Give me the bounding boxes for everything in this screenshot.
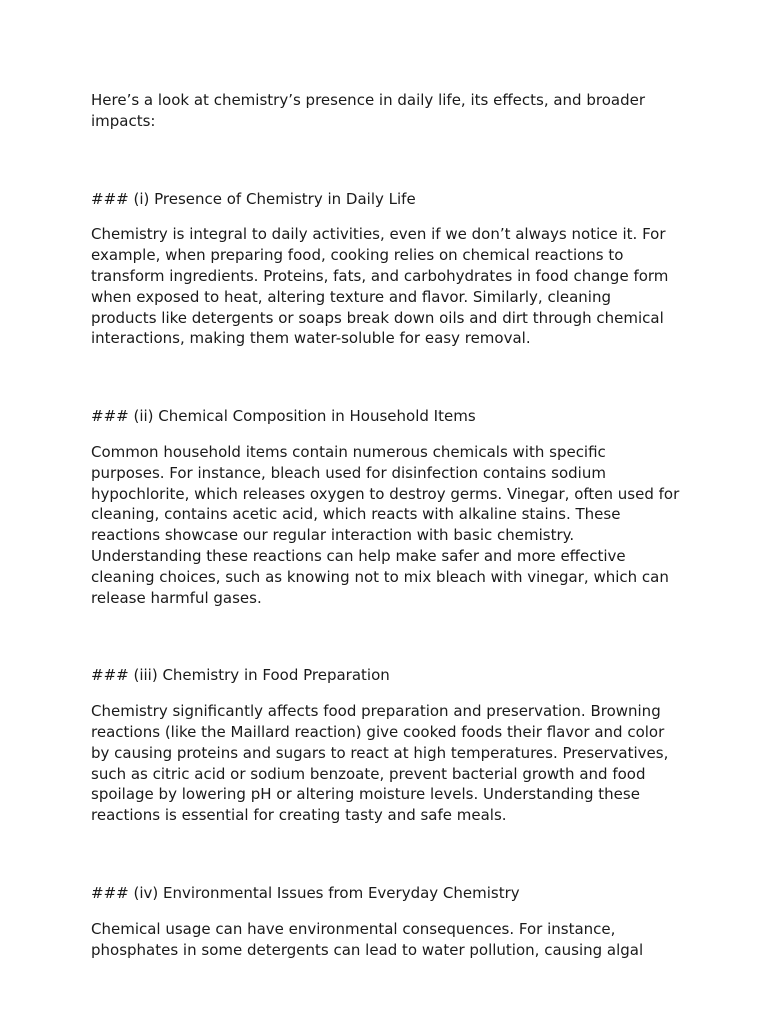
section-heading-4: ### (iv) Environmental Issues from Everyday Chemistry [91, 883, 520, 902]
section-body-3: Chemistry significantly affects food preparation and preservation. Browning reactions (like the Maillard reaction) give cooked foods their flavor and color by causing proteins and sugars to react at high temperatures. Preservatives, such as citric acid or sodium benzoate, prevent bacterial growth and food spoilage by lowering pH or altering moisture levels. Understanding these reactions is essential for creating tasty and safe meals. [91, 702, 669, 825]
document-page [91, 90, 681, 960]
section-heading-1: ### (i) Presence of Chemistry in Daily Life [91, 189, 416, 208]
intro-paragraph: Here’s a look at chemistry’s presence in daily life, its effects, and broader impacts: [91, 91, 645, 130]
section-body-2: Common household items contain numerous chemicals with specific purposes. For instance, bleach used for disinfection contains sodium hypochlorite, which releases oxygen to destroy germs. Vinegar, often used for cleaning, contains acetic acid, which reacts with alkaline stains. These reactions showcase our regular interaction with basic chemistry. Understanding these reactions can help make safer and more effective cleaning choices, such as knowing not to mix bleach with vinegar, which can release harmful gases. [91, 442, 680, 607]
section-heading-2: ### (ii) Chemical Composition in Household Items [91, 407, 476, 426]
section-body-4: Chemical usage can have environmental consequences. For instance, phosphates in some detergents can lead to water pollution, causing algal [91, 919, 644, 959]
section-body-1: Chemistry is integral to daily activities, even if we don’t always notice it. For example, when preparing food, cooking relies on chemical reactions to transform ingredients. Proteins, fats, and carbohydrates in food change form when exposed to heat, altering texture and flavor. Similarly, cleaning products like detergents or soaps break down oils and dirt through chemical interactions, making them water-soluble for easy removal. [91, 225, 669, 348]
section-heading-3: ### (iii) Chemistry in Food Preparation [91, 666, 390, 685]
